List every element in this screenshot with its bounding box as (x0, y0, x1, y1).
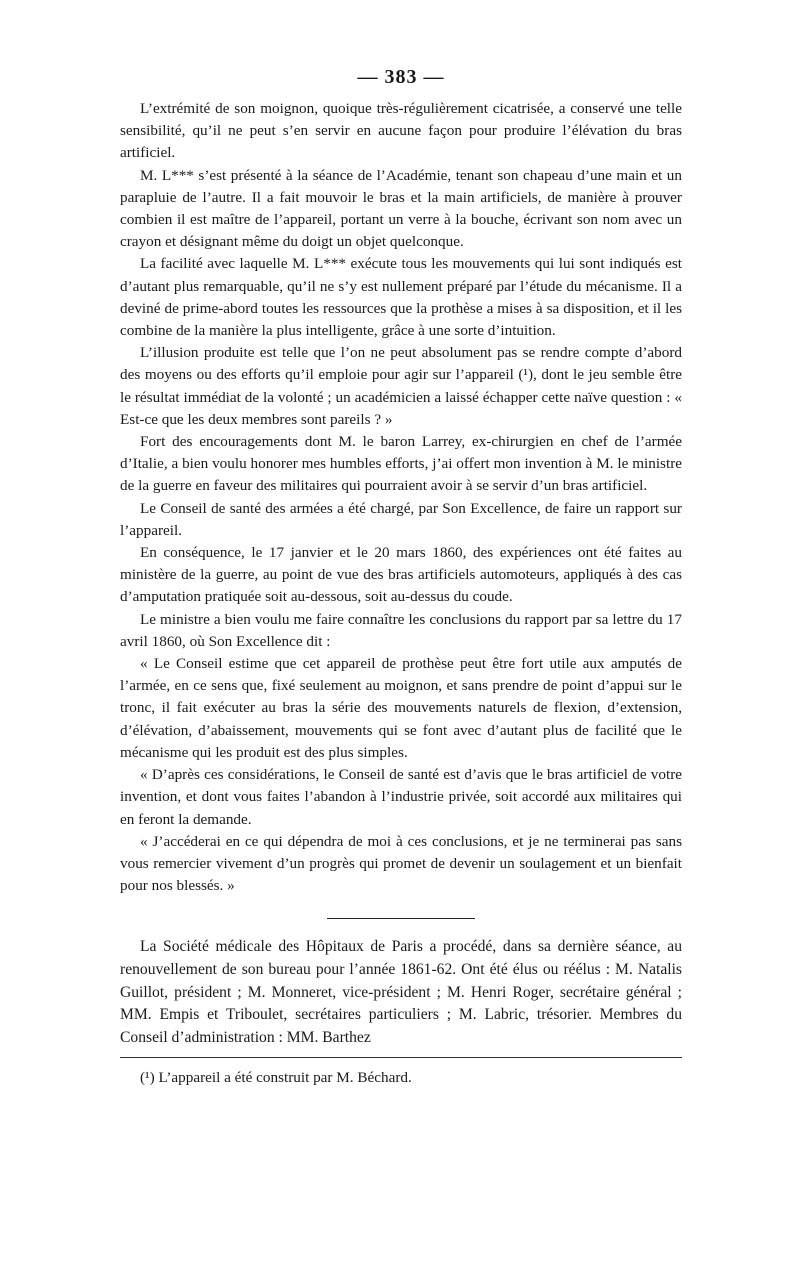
paragraph-offer-to-minister: Fort des encouragements dont M. le baron Larrey, ex-chirurgien en chef de l’armée d’Italie, a bien voulu honorer mes humbles efforts, j’ai offert mon invention à M. le ministre de la guerre en faveur des militaires qui pourraient avoir à se servir d’un bras artificiel. (120, 433, 682, 495)
paragraph-experiments: En conséquence, le 17 janvier et le 20 mars 1860, des expériences ont été faites au ministère de la guerre, au point de vue des bras artificiels automoteurs, appliqués à des cas d’amputation pratiquée soit au-dessous, soit au-dessus du coude. (120, 544, 682, 606)
section-separator (327, 918, 475, 919)
paragraph-ease-of-use: La facilité avec laquelle M. L*** exécute tous les mouvements qui lui sont indiqués est d’autant plus remarquable, qu’il ne s’y est nullement préparé par l’étude du mécanisme. Il a deviné de prime-abord toutes les ressources que la prothèse a mises à sa disposition, et il les combine de la manière la plus intelligente, grâce à une sorte d’intuition. (120, 255, 682, 340)
paragraph-quote-considerations: « D’après ces considérations, le Conseil de santé est d’avis que le bras artificiel de votre invention, et dont vous faites l’abandon à l’industrie privée, soit accordé aux militaires qui en feront la demande. (120, 766, 682, 828)
footnote: (¹) L’appareil a été construit par M. Béchard. (140, 1069, 412, 1087)
paragraph-health-council: Le Conseil de santé des armées a été chargé, par Son Excellence, de faire un rapport sur l’appareil. (120, 499, 682, 539)
document-page (120, 66, 682, 1089)
paragraph-quote-conclusion: « J’accéderai en ce qui dépendra de moi à ces conclusions, et je ne terminerai pas sans vous remercier vivement d’un progrès qui promet de devenir un soulagement et un bienfait pour nos blessés. » (120, 832, 682, 895)
footnote-rule (120, 1057, 682, 1058)
paragraph-minister-letter: Le ministre a bien voulu me faire connaître les conclusions du rapport par sa lettre du 17 avril 1860, où Son Excellence dit : (120, 610, 682, 650)
page-number: — 383 — (357, 66, 445, 88)
paragraph-stump-sensitivity: L’extrémité de son moignon, quoique très-régulièrement cicatrisée, a conservé une telle sensibilité, qu’il ne peut s’en servir en aucune façon pour produire l’élévation du bras artificiel. (120, 100, 682, 162)
paragraph-academy-demonstration: M. L*** s’est présenté à la séance de l’Académie, tenant son chapeau d’une main et un parapluie de l’autre. Il a fait mouvoir le bras et la main artificiels, de manière à prouver combien il est maître de l’appareil, portant un verre à la bouche, écrivant son nom avec un crayon et désignant même du doigt un objet quelconque. (120, 166, 682, 251)
paragraph-illusion: L’illusion produite est telle que l’on ne peut absolument pas se rendre compte d’abord des moyens ou des efforts qu’il emploie pour agir sur l’appareil (¹), dont le jeu semble être le résultat immédiat de la volonté ; un académicien a laissé échapper cette naïve question : « Est-ce que les deux membres sont pareils ? » (120, 344, 682, 428)
paragraph-medical-society: La Société médicale des Hôpitaux de Paris a procédé, dans sa dernière séance, au renouvellement de son bureau pour l’année 1861-62. Ont été élus ou réélus : M. Natalis Guillot, président ; M. Monneret, vice-président ; M. Henri Roger, secrétaire général ; MM. Empis et Triboulet, secrétaires particuliers ; M. Labric, trésorier. Membres du Conseil d’administration : MM. Barthez (120, 938, 682, 1046)
paragraph-quote-council-estimate: « Le Conseil estime que cet appareil de prothèse peut être fort utile aux amputés de l’armée, en ce sens que, fixé seulement au moignon, et sans prendre de point d’appui sur le tronc, il fait exécuter au bras la série des mouvements naturels de flexion, d’extension, d’élévation, d’abaissement, mouvements qui se font avec d’autant plus de facilité que le mécanisme qui les produit est des plus simples. (120, 655, 682, 761)
